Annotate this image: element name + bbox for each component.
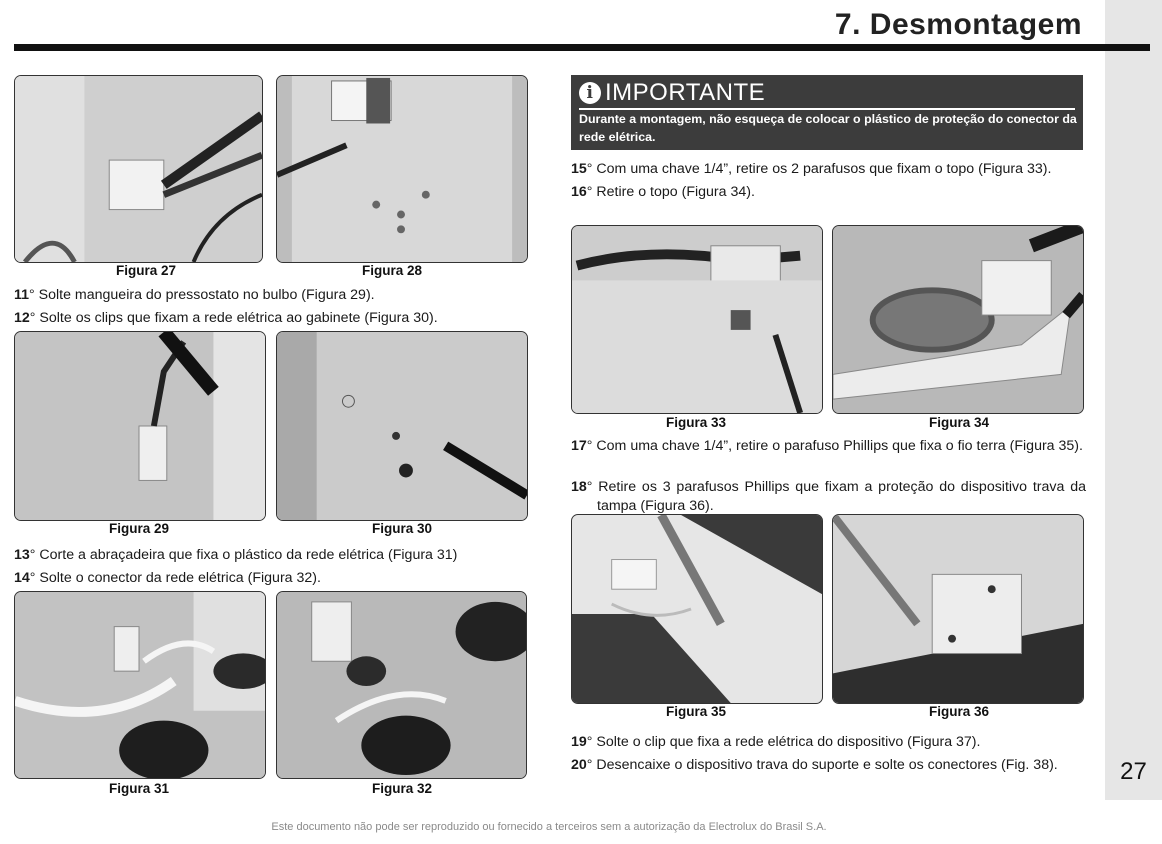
figure-32-photo xyxy=(276,591,527,779)
step-text: Com uma chave 1/4”, retire o parafuso Phillips que fixa o fio terra (Figura 35). xyxy=(596,438,1083,454)
step-19: 19° Solte o clip que fixa a rede elétrica do dispositivo (Figura 37). xyxy=(571,734,981,750)
step-text: Retire o topo (Figura 34). xyxy=(596,184,755,200)
step-number: 19 xyxy=(571,734,587,750)
step-number: 14 xyxy=(14,570,30,586)
header-divider xyxy=(14,44,1150,51)
step-text: Com uma chave 1/4”, retire os 2 parafusos que fixam o topo (Figura 33). xyxy=(596,161,1052,177)
figure-27-caption: Figura 27 xyxy=(115,263,177,278)
step-13: 13° Corte a abraçadeira que fixa o plástico da rede elétrica (Figura 31) xyxy=(14,547,458,563)
step-number: 20 xyxy=(571,757,587,773)
figure-29-photo xyxy=(14,331,266,521)
info-icon: i xyxy=(579,82,601,104)
figure-28-photo xyxy=(276,75,528,263)
figure-28-caption: Figura 28 xyxy=(361,263,423,278)
figure-35-caption: Figura 35 xyxy=(665,704,727,719)
figure-34-caption: Figura 34 xyxy=(928,415,990,430)
figure-32-caption: Figura 32 xyxy=(371,781,433,796)
step-12: 12° Solte os clips que fixam a rede elétrica ao gabinete (Figura 30). xyxy=(14,310,438,326)
figure-35-photo xyxy=(571,514,823,704)
step-text: Desencaixe o dispositivo trava do suporte e solte os conectores (Fig. 38). xyxy=(596,757,1058,773)
figure-29-caption: Figura 29 xyxy=(108,521,170,536)
step-number: 18 xyxy=(571,479,587,495)
important-heading xyxy=(579,79,765,107)
figure-36-caption: Figura 36 xyxy=(928,704,990,719)
important-text: Durante a montagem, não esqueça de colocar o plástico de proteção do conector da rede elétrica. xyxy=(579,112,1077,144)
step-14: 14° Solte o conector da rede elétrica (Figura 32). xyxy=(14,570,321,586)
step-number: 13 xyxy=(14,547,30,563)
step-17: 17° Com uma chave 1/4”, retire o parafuso Phillips que fixa o fio terra (Figura 35). xyxy=(571,438,1083,454)
figure-31-photo xyxy=(14,591,266,779)
figure-27-photo xyxy=(14,75,263,263)
step-number: 12 xyxy=(14,310,30,326)
important-title: IMPORTANTE xyxy=(605,79,766,106)
step-number: 15 xyxy=(571,161,587,177)
step-text: Solte os clips que fixam a rede elétrica ao gabinete (Figura 30). xyxy=(39,310,438,326)
step-18: 18° Retire os 3 parafusos Phillips que fixam a proteção do dispositivo trava da tampa (Figura 36). xyxy=(571,479,1086,514)
figure-33-photo xyxy=(571,225,823,414)
step-text: Solte o clip que fixa a rede elétrica do dispositivo (Figura 37). xyxy=(596,734,981,750)
important-box xyxy=(571,75,1083,150)
footer-disclaimer: Este documento não pode ser reproduzido ou fornecido a terceiros sem a autorização da Electrolux do Brasil S.A. xyxy=(271,821,827,833)
step-number: 11 xyxy=(14,287,29,303)
side-strip xyxy=(1105,0,1162,800)
section-title: 7. Desmontagem xyxy=(834,8,1082,41)
figure-33-caption: Figura 33 xyxy=(665,415,727,430)
step-text: Solte mangueira do pressostato no bulbo (Figura 29). xyxy=(38,287,375,303)
step-text: Retire os 3 parafusos Phillips que fixam a proteção do dispositivo trava da tampa (Figura 36). xyxy=(597,479,1086,514)
step-11: 11° Solte mangueira do pressostato no bulbo (Figura 29). xyxy=(14,287,375,303)
figure-31-caption: Figura 31 xyxy=(108,781,170,796)
figure-34-photo xyxy=(832,225,1084,414)
step-15: 15° Com uma chave 1/4”, retire os 2 parafusos que fixam o topo (Figura 33). xyxy=(571,161,1052,177)
step-16: 16° Retire o topo (Figura 34). xyxy=(571,184,755,200)
step-text: Solte o conector da rede elétrica (Figura 32). xyxy=(39,570,321,586)
step-number: 16 xyxy=(571,184,587,200)
figure-30-caption: Figura 30 xyxy=(371,521,433,536)
figure-30-photo xyxy=(276,331,528,521)
step-text: Corte a abraçadeira que fixa o plástico da rede elétrica (Figura 31) xyxy=(39,547,458,563)
step-20: 20° Desencaixe o dispositivo trava do suporte e solte os conectores (Fig. 38). xyxy=(571,757,1058,773)
step-number: 17 xyxy=(571,438,587,454)
figure-36-photo xyxy=(832,514,1084,704)
page-number: 27 xyxy=(1120,758,1147,785)
